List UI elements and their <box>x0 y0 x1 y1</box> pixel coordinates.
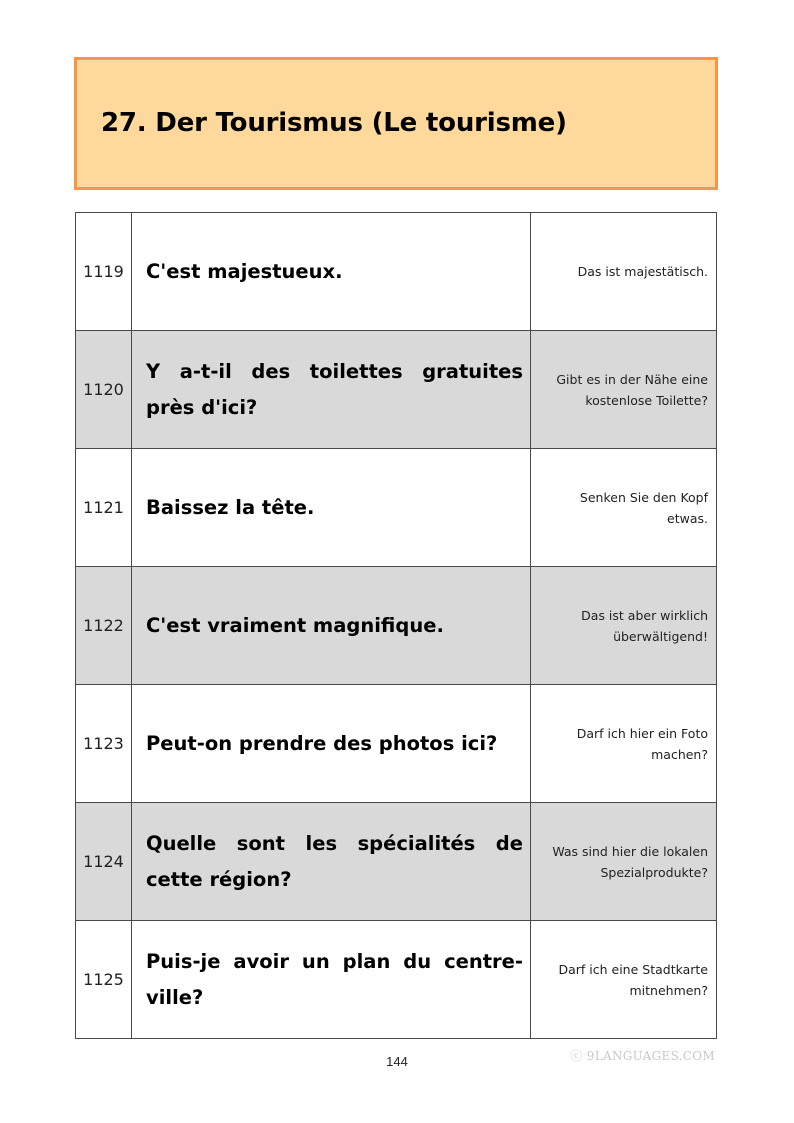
table-row <box>76 921 717 1039</box>
phrase-german <box>531 803 717 921</box>
phrase-number: 1122 <box>76 567 132 685</box>
phrase-french: C'est vraiment magnifique. <box>132 567 531 685</box>
german-text: Gibt es in der Nähe eine kostenlose Toilette? <box>556 371 708 408</box>
phrase-german <box>531 921 717 1039</box>
phrase-german: Senken Sie den Kopf etwas. <box>531 449 717 567</box>
phrase-french: Quelle sont les spécialités de cette région? <box>132 803 531 921</box>
phrase-number: 1121 <box>76 449 132 567</box>
phrase-german: Darf ich hier ein Foto machen? <box>531 685 717 803</box>
phrase-french: Puis-je avoir un plan du centre-ville? <box>132 921 531 1039</box>
phrase-number: 1125 <box>76 921 132 1039</box>
phrase-german: Das ist majestätisch. <box>531 213 717 331</box>
phrase-number: 1124 <box>76 803 132 921</box>
table-row <box>76 803 717 921</box>
phrase-number: 1119 <box>76 213 132 331</box>
chapter-title-box <box>74 57 718 190</box>
phrase-french: Peut-on prendre des photos ici? <box>132 685 531 803</box>
table-row <box>76 567 717 685</box>
table-row <box>76 331 717 449</box>
phrase-german <box>531 331 717 449</box>
phrase-french: Y a-t-il des toilettes gratuites près d'ici? <box>132 331 531 449</box>
phrase-table <box>75 212 717 1039</box>
table-row <box>76 685 717 803</box>
german-text: Darf ich eine Stadtkarte mitnehmen? <box>558 961 708 998</box>
phrase-german <box>531 567 717 685</box>
phrase-number: 1123 <box>76 685 132 803</box>
german-text: Das ist aber wirklich überwältigend! <box>581 607 708 644</box>
phrase-french: Baissez la tête. <box>132 449 531 567</box>
table-row <box>76 449 717 567</box>
phrase-french: C'est majestueux. <box>132 213 531 331</box>
table-row <box>76 213 717 331</box>
chapter-title: 27. Der Tourismus (Le tourisme) <box>101 108 567 138</box>
phrase-number: 1120 <box>76 331 132 449</box>
german-text: Was sind hier die lokalen Spezialprodukte? <box>552 843 708 880</box>
page-number: 144 <box>386 1054 408 1069</box>
copyright-watermark: ⓒ 9LANGUAGES.COM <box>570 1049 715 1063</box>
